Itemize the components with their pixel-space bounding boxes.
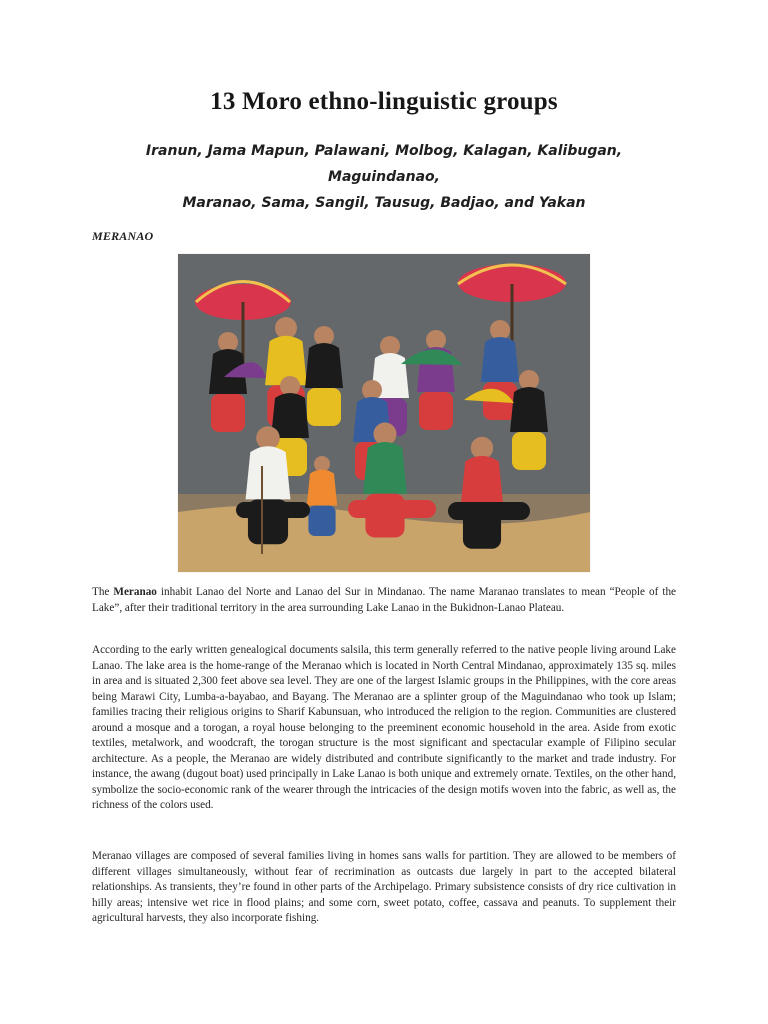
meranao-family-photo-svg xyxy=(178,254,590,572)
paragraph-1-text xyxy=(92,585,676,616)
subtitle-line-2: Maranao, Sama, Sangil, Tausug, Badjao, and Yakan xyxy=(182,195,586,211)
paragraph-2 xyxy=(92,643,676,814)
paragraph-1-rest: inhabit Lanao del Norte and Lanao del Sur in Mindanao. The name Maranao translates to mean “People of the Lake”, after their traditional territory in the area surrounding Lake Lanao in the Bukidnon-Lanao Plateau. xyxy=(92,586,676,614)
paragraph-3 xyxy=(92,849,676,927)
person-back-3-body xyxy=(305,343,343,388)
person-front-left-body xyxy=(246,446,291,499)
subtitle-line-1: Iranun, Jama Mapun, Palawani, Molbog, Kalagan, Kalibugan, Maguindanao, xyxy=(145,143,623,185)
person-front-left-head xyxy=(256,426,280,450)
person-right-middle-garment xyxy=(512,432,546,470)
paragraph-1 xyxy=(92,585,676,616)
page-title: 13 Moro ethno-linguistic groups xyxy=(210,88,558,115)
section-heading-meranao: MERANAO xyxy=(92,229,154,243)
paragraph-3-text: Meranao villages are composed of several families living in homes sans walls for partition. They are allowed to be members of different villages simultaneously, without fear of recrimination as outcasts due largely in part to the accepted bilateral relationships. As transients, they’re found in other parts of the Archipelago. Primary subsistence consists of dry rice cultivation in hilly areas; intensive wet rice in flood plains; and some corn, sweet potato, coffee, cassava and peanuts. To supplement their agricultural harvests, they also incorporate fishing. xyxy=(92,850,676,924)
person-child-body xyxy=(307,470,337,506)
person-child-garment xyxy=(308,506,335,536)
subtitle-block xyxy=(92,138,676,216)
person-right-middle-body xyxy=(510,387,548,432)
person-back-6-body xyxy=(481,337,519,382)
paragraph-1-prefix: The xyxy=(92,586,114,598)
person-back-3-garment xyxy=(307,388,341,426)
front-left-legs xyxy=(236,502,310,518)
front-right-legs xyxy=(448,502,530,520)
person-front-center-head xyxy=(374,423,397,446)
person-back-5-garment xyxy=(419,392,453,430)
person-front-right-body xyxy=(461,456,504,506)
paragraph-1-bold-term: Meranao xyxy=(113,586,157,598)
meranao-family-photo xyxy=(178,254,590,572)
paragraph-2-text: According to the early written genealogical documents salsila, this term generally referred to the native people living around Lake Lanao. The lake area is the home-range of the Meranao which is located in North Central Mindanao, approximately 135 sq. miles in area and is situated 2,300 feet above sea level. They are one of the largest Islamic groups in the Philippines, with the core areas being Marawi City, Lumba-a-bayabao, and Bayang. The Meranao are a splinter group of the Maguindanao who took up Islam; families tracing their religious origins to Sharif Kabunsuan, who introduced the religion to the region. Communities are clustered around a mosque and a torogan, a royal house belonging to the preeminent economic household in the area. Aside from exotic textiles, metalwork, and woodcraft, the torogan structure is the most significant and spectacular example of Filipino secular architecture. As a people, the Meranao are widely distributed and contribute significantly to the market and trade industry. For instance, the awang (dugout boat) used principally in Lake Lanao is both unique and extremely ornate. Textiles, on the other hand, symbolize the socio-economic rank of the wearer through the intricacies of the design motifs woven into the fabric, as well as, the richness of the colors used. xyxy=(92,644,676,811)
person-front-center-body xyxy=(363,442,407,494)
front-center-skirt xyxy=(348,500,436,518)
person-left-back-garment xyxy=(211,394,245,432)
